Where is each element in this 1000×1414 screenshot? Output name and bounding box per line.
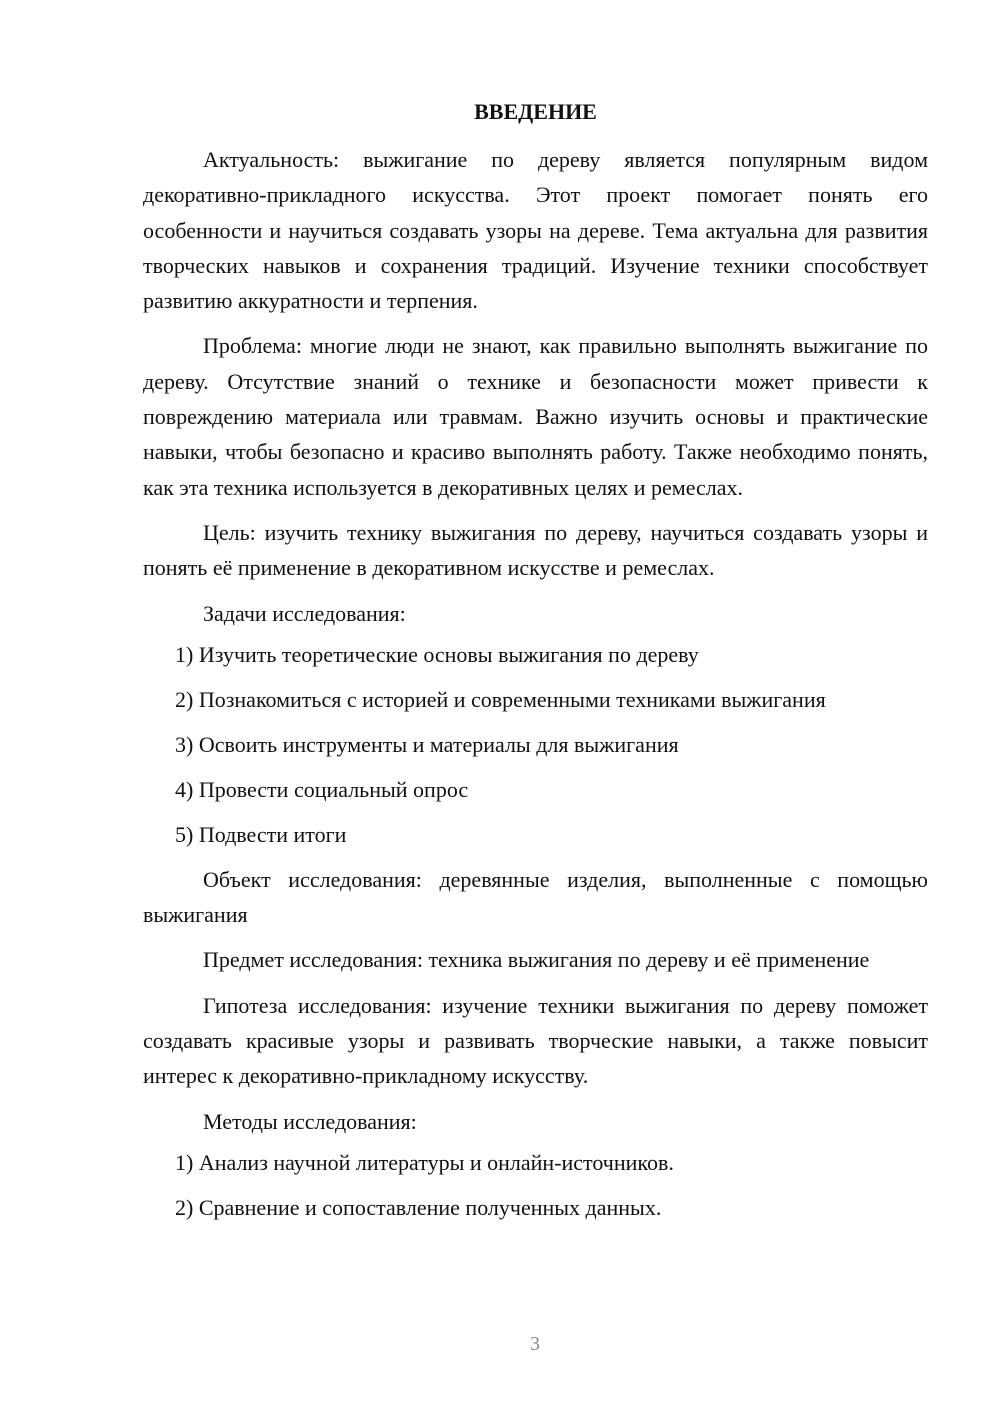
subject-paragraph: Предмет исследования: техника выжигания по дереву и её применение (203, 947, 870, 973)
task-item: 4) Провести социальный опрос (175, 776, 469, 802)
task-item: 1) Изучить теоретические основы выжигания по дереву (175, 641, 699, 667)
hypothesis-paragraph: Гипотеза исследования: изучение техники выжигания по дереву поможет создавать красивые узоры и развивать творческие навыки, а также повысит интерес к декоративно-прикладному искусству. (143, 992, 928, 1089)
section-heading: ВВЕДЕНИЕ (474, 99, 597, 124)
task-item: 2) Познакомиться с историей и современными техниками выжигания (175, 686, 826, 712)
page-number: 3 (530, 1333, 540, 1355)
relevance-paragraph: Актуальность: выжигание по дереву является популярным видом декоративно-прикладного искусства. Этот проект помогает понять его особенности и научиться создавать узоры на дереве. Тема актуальна для развития творческих навыков и сохранения традиций. Изучение техники способствует развитию аккуратности и терпения. (143, 147, 928, 314)
goal-paragraph: Цель: изучить технику выжигания по дереву, научиться создавать узоры и понять её применение в декоративном искусстве и ремеслах. (143, 519, 928, 581)
object-paragraph: Объект исследования: деревянные изделия, выполненные с помощью выжигания (143, 866, 928, 928)
method-item: 1) Анализ научной литературы и онлайн-источников. (175, 1149, 674, 1175)
problem-paragraph: Проблема: многие люди не знают, как правильно выполнять выжигание по дереву. Отсутствие знаний о технике и безопасности может привести к повреждению материала или травмам. Важно изучить основы и практические навыки, чтобы безопасно и красиво выполнять работу. Также необходимо понять, как эта техника используется в декоративных целях и ремеслах. (143, 333, 928, 500)
tasks-title: Задачи исследования: (203, 600, 406, 626)
page-content (143, 94, 928, 1235)
methods-title: Методы исследования: (203, 1108, 417, 1134)
task-item: 5) Подвести итоги (175, 821, 347, 847)
task-item: 3) Освоить инструменты и материалы для выжигания (175, 731, 679, 757)
method-item: 2) Сравнение и сопоставление полученных данных. (175, 1194, 662, 1220)
